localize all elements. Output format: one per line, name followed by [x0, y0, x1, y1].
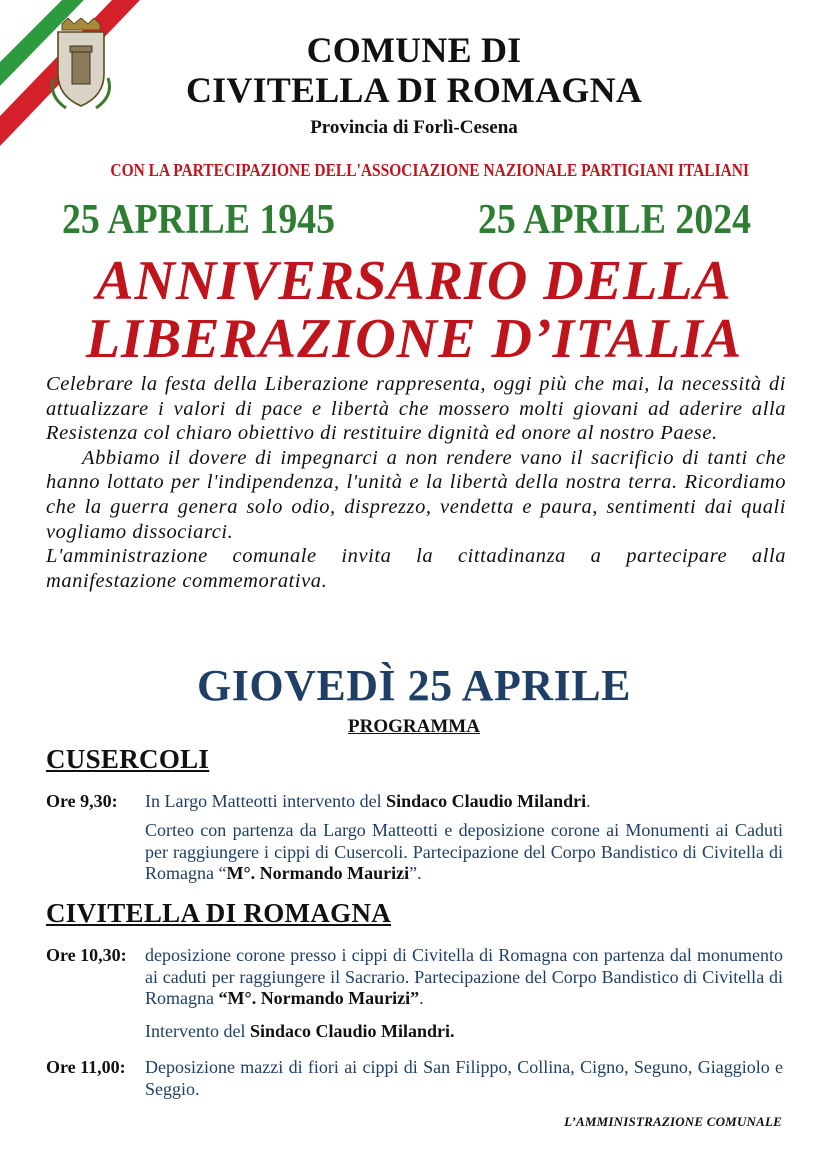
event-item [145, 1021, 783, 1043]
time-label: Ore 10,30: [46, 945, 127, 965]
program-label: PROGRAMMA [348, 716, 480, 737]
event-bold: “M°. Normando Maurizi” [218, 988, 420, 1008]
headline-line2: LIBERAZIONE D’ITALIA [85, 308, 743, 370]
event-bold: M°. Normando Maurizi [226, 863, 410, 883]
partnership-line: CON LA PARTECIPAZIONE DELL'ASSOCIAZIONE NAZIONALE PARTIGIANI ITALIANI [110, 160, 749, 180]
event-end: ”. [409, 863, 422, 883]
event-item [145, 791, 783, 813]
intro-paragraph-3: L'amministrazione comunale invita la cittadinanza a partecipare alla manifestazione commemorativa. [46, 545, 786, 592]
event-item: Deposizione mazzi di fiori ai cippi di San Filippo, Collina, Cigno, Seguno, Giaggiolo e Seggio. [145, 1057, 783, 1099]
event-text: deposizione corone presso i cippi di Civitella di Romagna con partenza dal monumento ai caduti per raggiungere il Sacrario. Partecipazione del Corpo Bandistico di Civitella di Romagna [145, 945, 783, 1008]
event-end: . [586, 791, 591, 811]
event-bold: Sindaco Claudio Milandri. [249, 1021, 455, 1041]
event-item [145, 945, 783, 1010]
event-text: Corteo con partenza da Largo Matteotti e deposizione corone ai Monumenti ai Caduti per raggiungere i cippi di Cusercoli. Partecipazione del Corpo Bandistico di Civitella di Romagna “ [145, 820, 783, 883]
date-2024: 25 APRILE 2024 [478, 197, 752, 243]
page-title-line2: CIVITELLA DI ROMAGNA [185, 70, 643, 110]
event-day-heading: GIOVEDÌ 25 APRILE [197, 661, 631, 710]
event-text: Intervento del [145, 1021, 250, 1041]
event-bold: Sindaco Claudio Milandri [386, 791, 587, 811]
signature: L’AMMINISTRAZIONE COMUNALE [564, 1114, 782, 1129]
date-1945: 25 APRILE 1945 [62, 197, 336, 243]
headline-line1: ANNIVERSARIO DELLA [96, 250, 732, 312]
section-title-cusercoli: CUSERCOLI [46, 744, 210, 774]
event-end: . [419, 988, 424, 1008]
intro-paragraph-1: Celebrare la festa della Liberazione rappresenta, oggi più che mai, la necessità di attualizzare i valori di pace e libertà che mossero molti giovani ad aderire alla Resistenza col chiaro obiettivo di restituire dignità ed onore al nostro Paese. [46, 373, 786, 445]
section-title-civitella: CIVITELLA DI ROMAGNA [46, 898, 392, 928]
time-label: Ore 11,00: [46, 1057, 126, 1077]
intro-text [46, 372, 786, 593]
intro-paragraph-2: Abbiamo il dovere di impegnarci a non rendere vano il sacrificio di tanti che hanno lottato per l'indipendenza, l'unità e la libertà della nostra terra. Ricordiamo che la guerra genera solo odio, disprezzo, vendetta e paura, sentimenti dai quali vogliamo dissociarci. [46, 446, 786, 543]
time-label: Ore 9,30: [46, 791, 118, 811]
event-text: In Largo Matteotti intervento del [145, 791, 387, 811]
province-subtitle: Provincia di Forlì-Cesena [310, 117, 518, 138]
page-title-line1: COMUNE DI [306, 30, 522, 70]
event-item [145, 820, 783, 885]
